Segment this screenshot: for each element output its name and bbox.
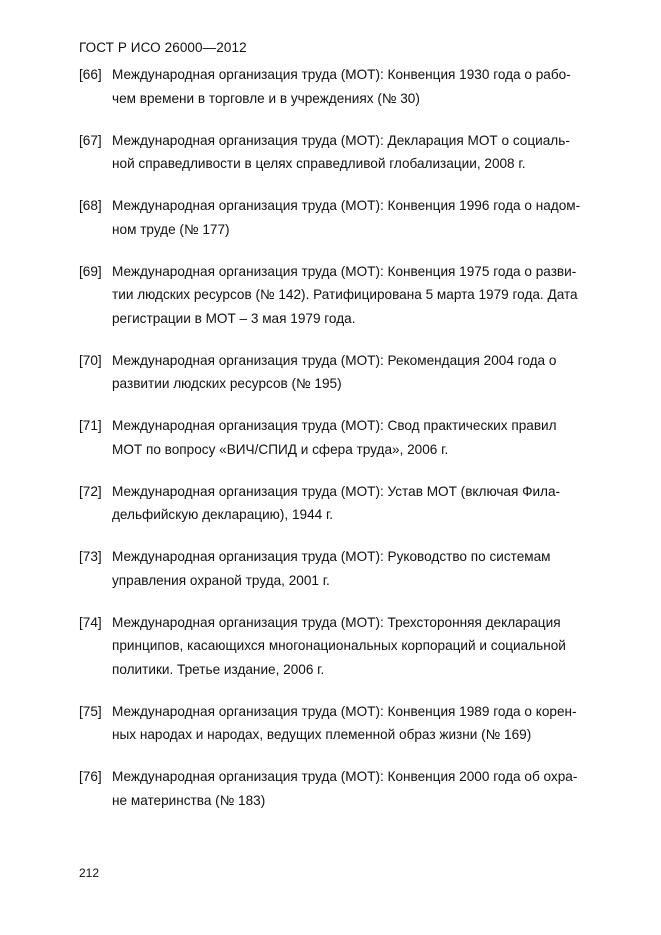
reference-list <box>79 63 614 831</box>
standard-header: ГОСТ Р ИСО 26000—2012 <box>79 40 247 55</box>
reference-number: [76] <box>79 769 102 784</box>
reference-item <box>79 480 614 527</box>
reference-text: Международная организация труда (МОТ): Конвенция 2000 года об охра- не материнства (№ 183) <box>112 769 578 808</box>
reference-number: [67] <box>79 132 102 148</box>
reference-item <box>79 611 614 682</box>
reference-text: Международная организация труда (МОТ): Конвенция 1930 года о рабо- чем времени в торговле и в учреждениях (№ 30) <box>112 67 571 106</box>
reference-number: [69] <box>79 263 102 279</box>
reference-number: [72] <box>79 483 102 499</box>
reference-number: [66] <box>79 67 102 82</box>
reference-text: Международная организация труда (МОТ): Декларация МОТ о социаль- ной справедливости в целях справедливой глобализации, 2008 г. <box>112 132 570 171</box>
reference-text: Международная организация труда (МОТ): Конвенция 1996 года о надом- ном труде (№ 177) <box>112 198 581 237</box>
reference-number: [75] <box>79 703 102 719</box>
reference-text: Международная организация труда (МОТ): Свод практических правил МОТ по вопросу «ВИЧ/СПИД и сфера труда», 2006 г. <box>112 418 557 457</box>
reference-text: Международная организация труда (МОТ): Трехсторонняя декларация принципов, касающихся многонациональных корпораций и социальной политики. Третье издание, 2006 г. <box>112 614 566 677</box>
reference-item <box>79 63 614 110</box>
reference-text: Международная организация труда (МОТ): Рекомендация 2004 года о развитии людских ресурсов (№ 195) <box>112 352 557 391</box>
reference-item <box>79 260 614 331</box>
reference-text: Международная организация труда (МОТ): Устав МОТ (включая Фила- дельфийскую декларацию), 1944 г. <box>112 483 561 522</box>
reference-item <box>79 545 614 592</box>
reference-number: [68] <box>79 198 102 213</box>
reference-item <box>79 129 614 176</box>
reference-text: Международная организация труда (МОТ): Руководство по системам управления охраной труда, 2001 г. <box>112 549 551 588</box>
reference-item <box>79 194 614 241</box>
reference-item <box>79 765 614 812</box>
reference-item <box>79 700 614 747</box>
reference-item <box>79 349 614 396</box>
reference-number: [74] <box>79 614 102 630</box>
reference-number: [70] <box>79 352 102 368</box>
reference-number: [73] <box>79 549 102 564</box>
page-number: 212 <box>79 866 100 880</box>
reference-item <box>79 414 614 461</box>
reference-text: Международная организация труда (МОТ): Конвенция 1975 года о разви- тии людских ресурсов (№ 142). Ратифицирована 5 марта 1979 года. Дата регистрации в МОТ – 3 мая 1979 года. <box>112 263 578 326</box>
reference-text: Международная организация труда (МОТ): Конвенция 1989 года о корен- ных народах и народах, ведущих племенной образ жизни (№ 169) <box>112 703 577 742</box>
reference-number: [71] <box>79 418 102 433</box>
